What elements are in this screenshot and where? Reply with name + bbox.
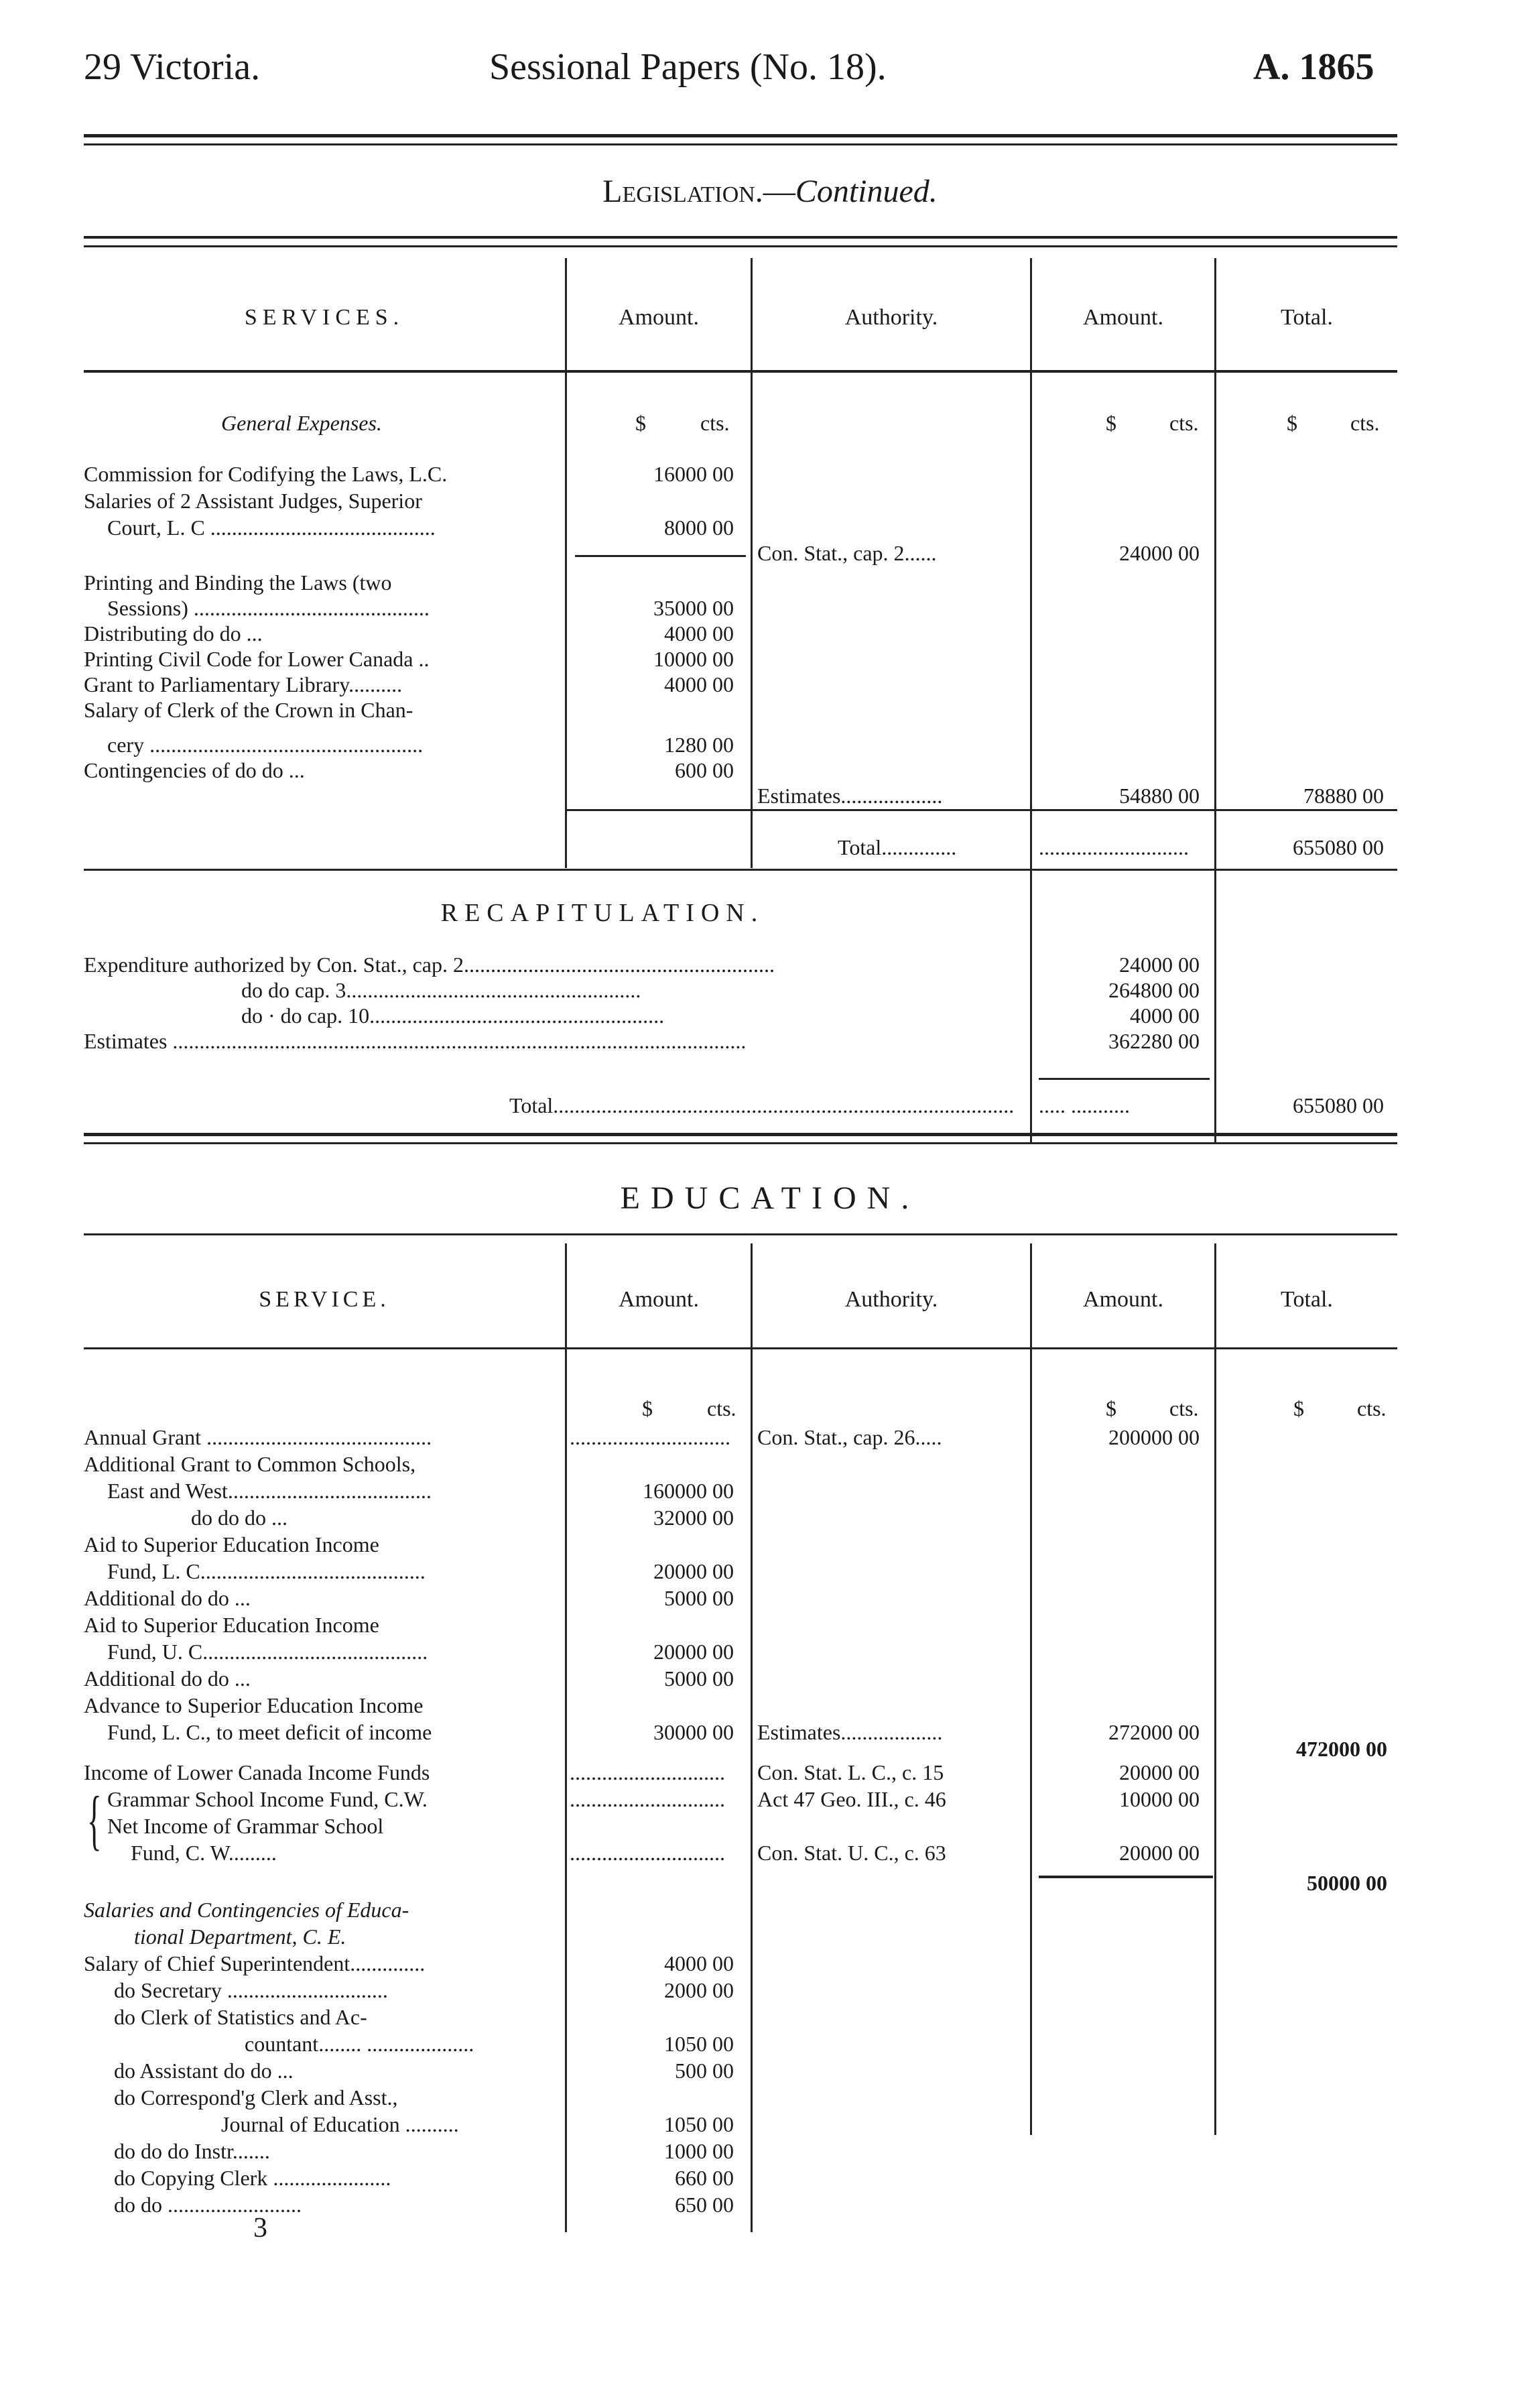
edu-salary-amount: 1050 00 xyxy=(664,2112,734,2136)
leg-row-amount: 8000 00 xyxy=(664,515,734,540)
edu-currency-dollar-3: $ xyxy=(1293,1396,1304,1420)
edu-salary-service: do Correspond'g Clerk and Asst., xyxy=(114,2085,398,2109)
edu-auth-estimates-amount: 272000 00 xyxy=(1108,1720,1200,1744)
leg-colhead-rule xyxy=(84,370,1397,373)
edu-currency-dollar-1: $ xyxy=(642,1396,653,1420)
edu-row-service: Additional Grant to Common Schools, xyxy=(84,1452,416,1476)
edu-auth-estimates-total: 472000 00 xyxy=(1296,1737,1387,1761)
leg-row-service: Contingencies of do do ... xyxy=(84,758,305,782)
edu-income-service: Grammar School Income Fund, C.W. xyxy=(107,1787,428,1811)
brace-icon: { xyxy=(87,1782,102,1857)
edu-row-service: Fund, L. C.......................................... xyxy=(107,1559,426,1583)
edu-salary-service: do Clerk of Statistics and Ac- xyxy=(114,2005,367,2029)
header-rule-bottom xyxy=(84,143,1397,145)
edu-income-service: Net Income of Grammar School xyxy=(107,1814,384,1838)
recap-row-amount: 264800 00 xyxy=(1108,978,1200,1002)
header-right: A. 1865 xyxy=(1253,46,1374,88)
header-rule-top xyxy=(84,134,1397,137)
page-number: 3 xyxy=(253,2213,267,2244)
edu-row-service: Aid to Superior Education Income xyxy=(84,1613,379,1637)
recap-row-label: Estimates ........................................................................................................... xyxy=(84,1029,747,1053)
edu-currency-cts-3: cts. xyxy=(1357,1396,1387,1420)
edu-salary-service: countant........ .................... xyxy=(245,2032,474,2056)
edu-row-amount: 30000 00 xyxy=(653,1720,734,1744)
recap-row-amount: 362280 00 xyxy=(1108,1029,1200,1053)
leg-subheading: General Expenses. xyxy=(221,411,382,435)
leg-vline-2 xyxy=(751,258,753,868)
edu-row-amount: 160000 00 xyxy=(643,1479,734,1503)
edu-income-amount: ............................. xyxy=(570,1760,725,1784)
edu-vline-1 xyxy=(565,1243,567,2232)
edu-salary-amount: 660 00 xyxy=(675,2166,734,2190)
edu-income-authority: Act 47 Geo. III., c. 46 xyxy=(757,1787,946,1811)
edu-col-service: SERVICE. xyxy=(259,1287,390,1312)
edu-vline-3 xyxy=(1030,1243,1032,2135)
edu-row-service: Aid to Superior Education Income xyxy=(84,1532,379,1556)
edu-row-service: Advance to Superior Education Income xyxy=(84,1693,424,1717)
edu-col-total: Total. xyxy=(1281,1287,1333,1312)
leg-row-service: Salary of Clerk of the Crown in Chan- xyxy=(84,698,413,722)
leg-row-amount: 16000 00 xyxy=(653,462,734,486)
leg-currency-cts-2: cts. xyxy=(1169,411,1199,435)
edu-income-authority: Con. Stat. L. C., c. 15 xyxy=(757,1760,944,1784)
edu-row-amount: .............................. xyxy=(570,1425,730,1449)
leg-row-service: Court, L. C .......................................... xyxy=(107,515,436,540)
edu-col-amount: Amount. xyxy=(619,1287,699,1312)
edu-row-service: Fund, U. C.......................................... xyxy=(107,1640,428,1664)
edu-salary-service: do Assistant do do ... xyxy=(114,2059,294,2083)
edu-currency-cts-1: cts. xyxy=(707,1396,736,1420)
leg-currency-dollar-1: $ xyxy=(635,411,646,435)
leg-auth2-text: Estimates................... xyxy=(757,784,943,808)
edu-salary-service: Journal of Education .......... xyxy=(221,2112,459,2136)
edu-salary-service: do do do Instr....... xyxy=(114,2139,270,2163)
edu-salary-service: do Secretary .............................. xyxy=(114,1978,388,2002)
edu-income-service: Income of Lower Canada Income Funds xyxy=(84,1760,430,1784)
leg-row-service: Salaries of 2 Assistant Judges, Superior xyxy=(84,489,422,513)
leg-row-service: Sessions) ............................................ xyxy=(107,596,430,620)
leg-row-service: cery ................................................... xyxy=(107,733,424,757)
edu-salary-service: Salary of Chief Superintendent.............. xyxy=(84,1951,426,1975)
edu-salary-amount: 500 00 xyxy=(675,2059,734,2083)
legislation-rule-1 xyxy=(84,236,1397,239)
recap-row-amount: 24000 00 xyxy=(1119,953,1200,977)
recap-total-dots: ..... ........... xyxy=(1039,1093,1130,1117)
leg-currency-dollar-2: $ xyxy=(1106,411,1116,435)
leg-row-amount: 35000 00 xyxy=(653,596,734,620)
leg-total-dots: ............................ xyxy=(1039,835,1189,859)
leg-auth2-amount: 54880 00 xyxy=(1119,784,1200,808)
edu-row-service: East and West...................................... xyxy=(107,1479,432,1503)
edu-row-service: Annual Grant .......................................... xyxy=(84,1425,432,1449)
leg-auth1-text: Con. Stat., cap. 2...... xyxy=(757,541,937,565)
leg-currency-cts-1: cts. xyxy=(700,411,730,435)
recap-subtotal-rule xyxy=(1039,1078,1210,1080)
leg-vline-4 xyxy=(1214,258,1216,1143)
leg-total-label: Total.............. xyxy=(838,835,957,859)
leg-vline-1 xyxy=(565,258,567,868)
leg-row-service: Grant to Parliamentary Library.......... xyxy=(84,672,403,696)
edu-row-service: Additional do do ... xyxy=(84,1666,251,1691)
leg-row-service: Distributing do do ... xyxy=(84,621,263,646)
edu-row-amount: 32000 00 xyxy=(653,1506,734,1530)
edu-income-service: Fund, C. W......... xyxy=(131,1841,277,1865)
edu-salary-amount: 2000 00 xyxy=(664,1978,734,2002)
edu-auth-annual-text: Con. Stat., cap. 26..... xyxy=(757,1425,942,1449)
edu-income-amount: ............................. xyxy=(570,1787,725,1811)
edu-row-service: Fund, L. C., to meet deficit of income xyxy=(107,1720,432,1744)
edu-income-amount: ............................. xyxy=(570,1841,725,1865)
edu-row-amount: 20000 00 xyxy=(653,1640,734,1664)
edu-salary-amount: 4000 00 xyxy=(664,1951,734,1975)
header-left: 29 Victoria. xyxy=(84,46,261,88)
edu-row-amount: 20000 00 xyxy=(653,1559,734,1583)
legislation-rule-2 xyxy=(84,245,1397,247)
leg-subtotal-rule-2 xyxy=(565,809,1397,811)
edu-row-amount: 5000 00 xyxy=(664,1586,734,1610)
recap-row-label: do do cap. 3....................................................... xyxy=(241,978,641,1002)
leg-row-amount: 1280 00 xyxy=(664,733,734,757)
education-title: EDUCATION. xyxy=(620,1180,920,1216)
leg-currency-cts-3: cts. xyxy=(1350,411,1380,435)
edu-row-service: Additional do do ... xyxy=(84,1586,251,1610)
leg-row-amount: 4000 00 xyxy=(664,672,734,696)
recap-row-label: do · do cap. 10....................................................... xyxy=(241,1003,665,1028)
leg-total-value: 655080 00 xyxy=(1293,835,1384,859)
leg-row-amount: 10000 00 xyxy=(653,647,734,671)
edu-currency-dollar-2: $ xyxy=(1106,1396,1116,1420)
leg-row-amount: 4000 00 xyxy=(664,621,734,646)
edu-auth-annual-amount: 200000 00 xyxy=(1108,1425,1200,1449)
edu-vline-4 xyxy=(1214,1243,1216,2135)
edu-col-amount2: Amount. xyxy=(1083,1287,1163,1312)
edu-income-amount2: 20000 00 xyxy=(1119,1841,1200,1865)
edu-income-total: 50000 00 xyxy=(1307,1871,1387,1895)
recap-row-amount: 4000 00 xyxy=(1130,1003,1200,1028)
edu-salary-amount: 650 00 xyxy=(675,2193,734,2217)
edu-salary-amount: 1000 00 xyxy=(664,2139,734,2163)
leg-auth2-total: 78880 00 xyxy=(1303,784,1384,808)
recap-total-label: Total...................................................................................... xyxy=(509,1093,1015,1117)
edu-income-amount2: 10000 00 xyxy=(1119,1787,1200,1811)
legislation-title xyxy=(0,173,1540,210)
leg-col-amount2: Amount. xyxy=(1083,305,1163,330)
edu-income-rule xyxy=(1039,1876,1213,1878)
edu-vline-2 xyxy=(751,1243,753,2232)
edu-currency-cts-2: cts. xyxy=(1169,1396,1199,1420)
edu-colhead-rule xyxy=(84,1347,1397,1349)
edu-row-service: do do do ... xyxy=(191,1506,287,1530)
edu-salary-service: do Copying Clerk ...................... xyxy=(114,2166,391,2190)
edu-income-authority: Con. Stat. U. C., c. 63 xyxy=(757,1841,946,1865)
edu-col-authority: Authority. xyxy=(844,1287,938,1312)
edu-salary-amount: 1050 00 xyxy=(664,2032,734,2056)
leg-col-total: Total. xyxy=(1281,305,1333,330)
leg-col-services: SERVICES. xyxy=(244,305,405,330)
edu-income-amount2: 20000 00 xyxy=(1119,1760,1200,1784)
leg-col-authority: Authority. xyxy=(844,305,938,330)
leg-auth1-amount: 24000 00 xyxy=(1119,541,1200,565)
edu-salaries-heading-1: Salaries and Contingencies of Educa- xyxy=(84,1898,409,1922)
edu-salary-service: do do ......................... xyxy=(114,2193,302,2217)
edu-salaries-heading-2: tional Department, C. E. xyxy=(134,1924,346,1949)
leg-row-service: Commission for Codifying the Laws, L.C. xyxy=(84,462,448,486)
edu-auth-estimates-text: Estimates................... xyxy=(757,1720,943,1744)
legislation-title-main: Legislation.— xyxy=(602,174,795,209)
header-center: Sessional Papers (No. 18). xyxy=(489,46,887,88)
leg-total-rule xyxy=(84,869,1397,871)
leg-row-service: Printing Civil Code for Lower Canada .. xyxy=(84,647,430,671)
recap-row-label: Expenditure authorized by Con. Stat., cap. 2.......................................................... xyxy=(84,953,775,977)
recap-title: RECAPITULATION. xyxy=(440,899,765,927)
leg-currency-dollar-3: $ xyxy=(1287,411,1297,435)
leg-row-service: Printing and Binding the Laws (two xyxy=(84,570,392,595)
education-rule xyxy=(84,1233,1397,1235)
legislation-title-italic: Continued. xyxy=(795,174,938,209)
leg-row-amount: 600 00 xyxy=(675,758,734,782)
recap-rule-1 xyxy=(84,1133,1397,1136)
recap-total-value: 655080 00 xyxy=(1293,1093,1384,1117)
recap-rule-2 xyxy=(84,1142,1397,1144)
leg-subtotal-rule-1 xyxy=(575,555,746,557)
edu-row-amount: 5000 00 xyxy=(664,1666,734,1691)
leg-col-amount: Amount. xyxy=(619,305,699,330)
